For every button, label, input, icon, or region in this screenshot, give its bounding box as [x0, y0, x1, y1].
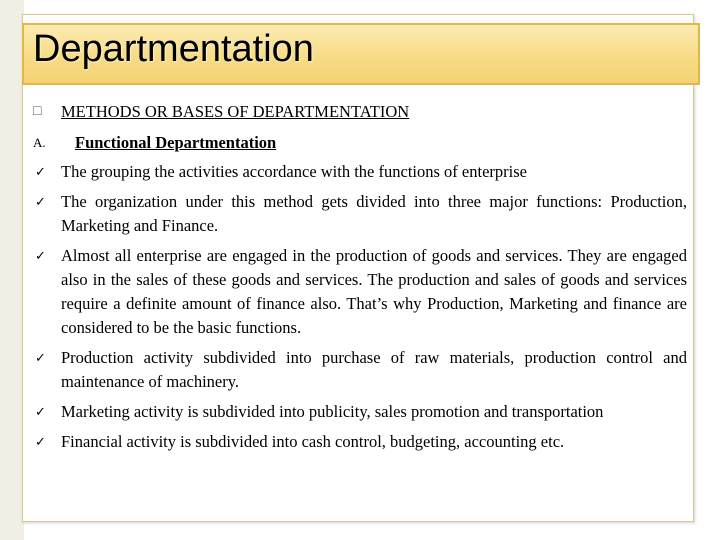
check-icon: ✓	[35, 434, 46, 449]
list-item-text: Financial activity is subdivided into cash control, budgeting, accounting etc.	[61, 432, 565, 451]
section-heading-text: METHODS OR BASES OF DEPARTMENTATION	[61, 102, 410, 121]
bullet-list	[33, 160, 687, 454]
check-icon: ✓	[35, 350, 46, 365]
check-icon: ✓	[35, 404, 46, 419]
list-item	[33, 244, 687, 340]
subsection-marker: A.	[33, 135, 46, 150]
list-item	[33, 400, 687, 424]
list-item-text: Production activity subdivided into purchase of raw materials, production control and maintenance of machinery.	[61, 348, 687, 391]
list-item	[33, 346, 687, 394]
subsection-heading	[33, 131, 687, 155]
list-item-text: The organization under this method gets divided into three major functions: Production, Marketing and Finance.	[61, 192, 687, 235]
list-item-text: Almost all enterprise are engaged in the production of goods and services. They are engaged also in the sales of these goods and services. The production and sales of goods and services require a definite amount of finance also. That’s why Production, Marketing and finance are considered to be the basic functions.	[61, 246, 687, 337]
slide-content	[33, 100, 687, 460]
list-item-text: The grouping the activities accordance with the functions of enterprise	[61, 162, 527, 181]
check-icon: ✓	[35, 248, 46, 263]
subsection-heading-text: Functional Departmentation	[75, 133, 277, 152]
check-icon: ✓	[35, 194, 46, 209]
list-item-text: Marketing activity is subdivided into publicity, sales promotion and transportation	[61, 402, 604, 421]
list-item	[33, 160, 687, 184]
square-bullet-icon: □	[33, 104, 42, 119]
section-heading	[33, 100, 687, 124]
check-icon: ✓	[35, 164, 46, 179]
list-item	[33, 430, 687, 454]
list-item	[33, 190, 687, 238]
slide-title: Departmentation	[33, 28, 314, 70]
left-background-stripe	[0, 0, 24, 540]
